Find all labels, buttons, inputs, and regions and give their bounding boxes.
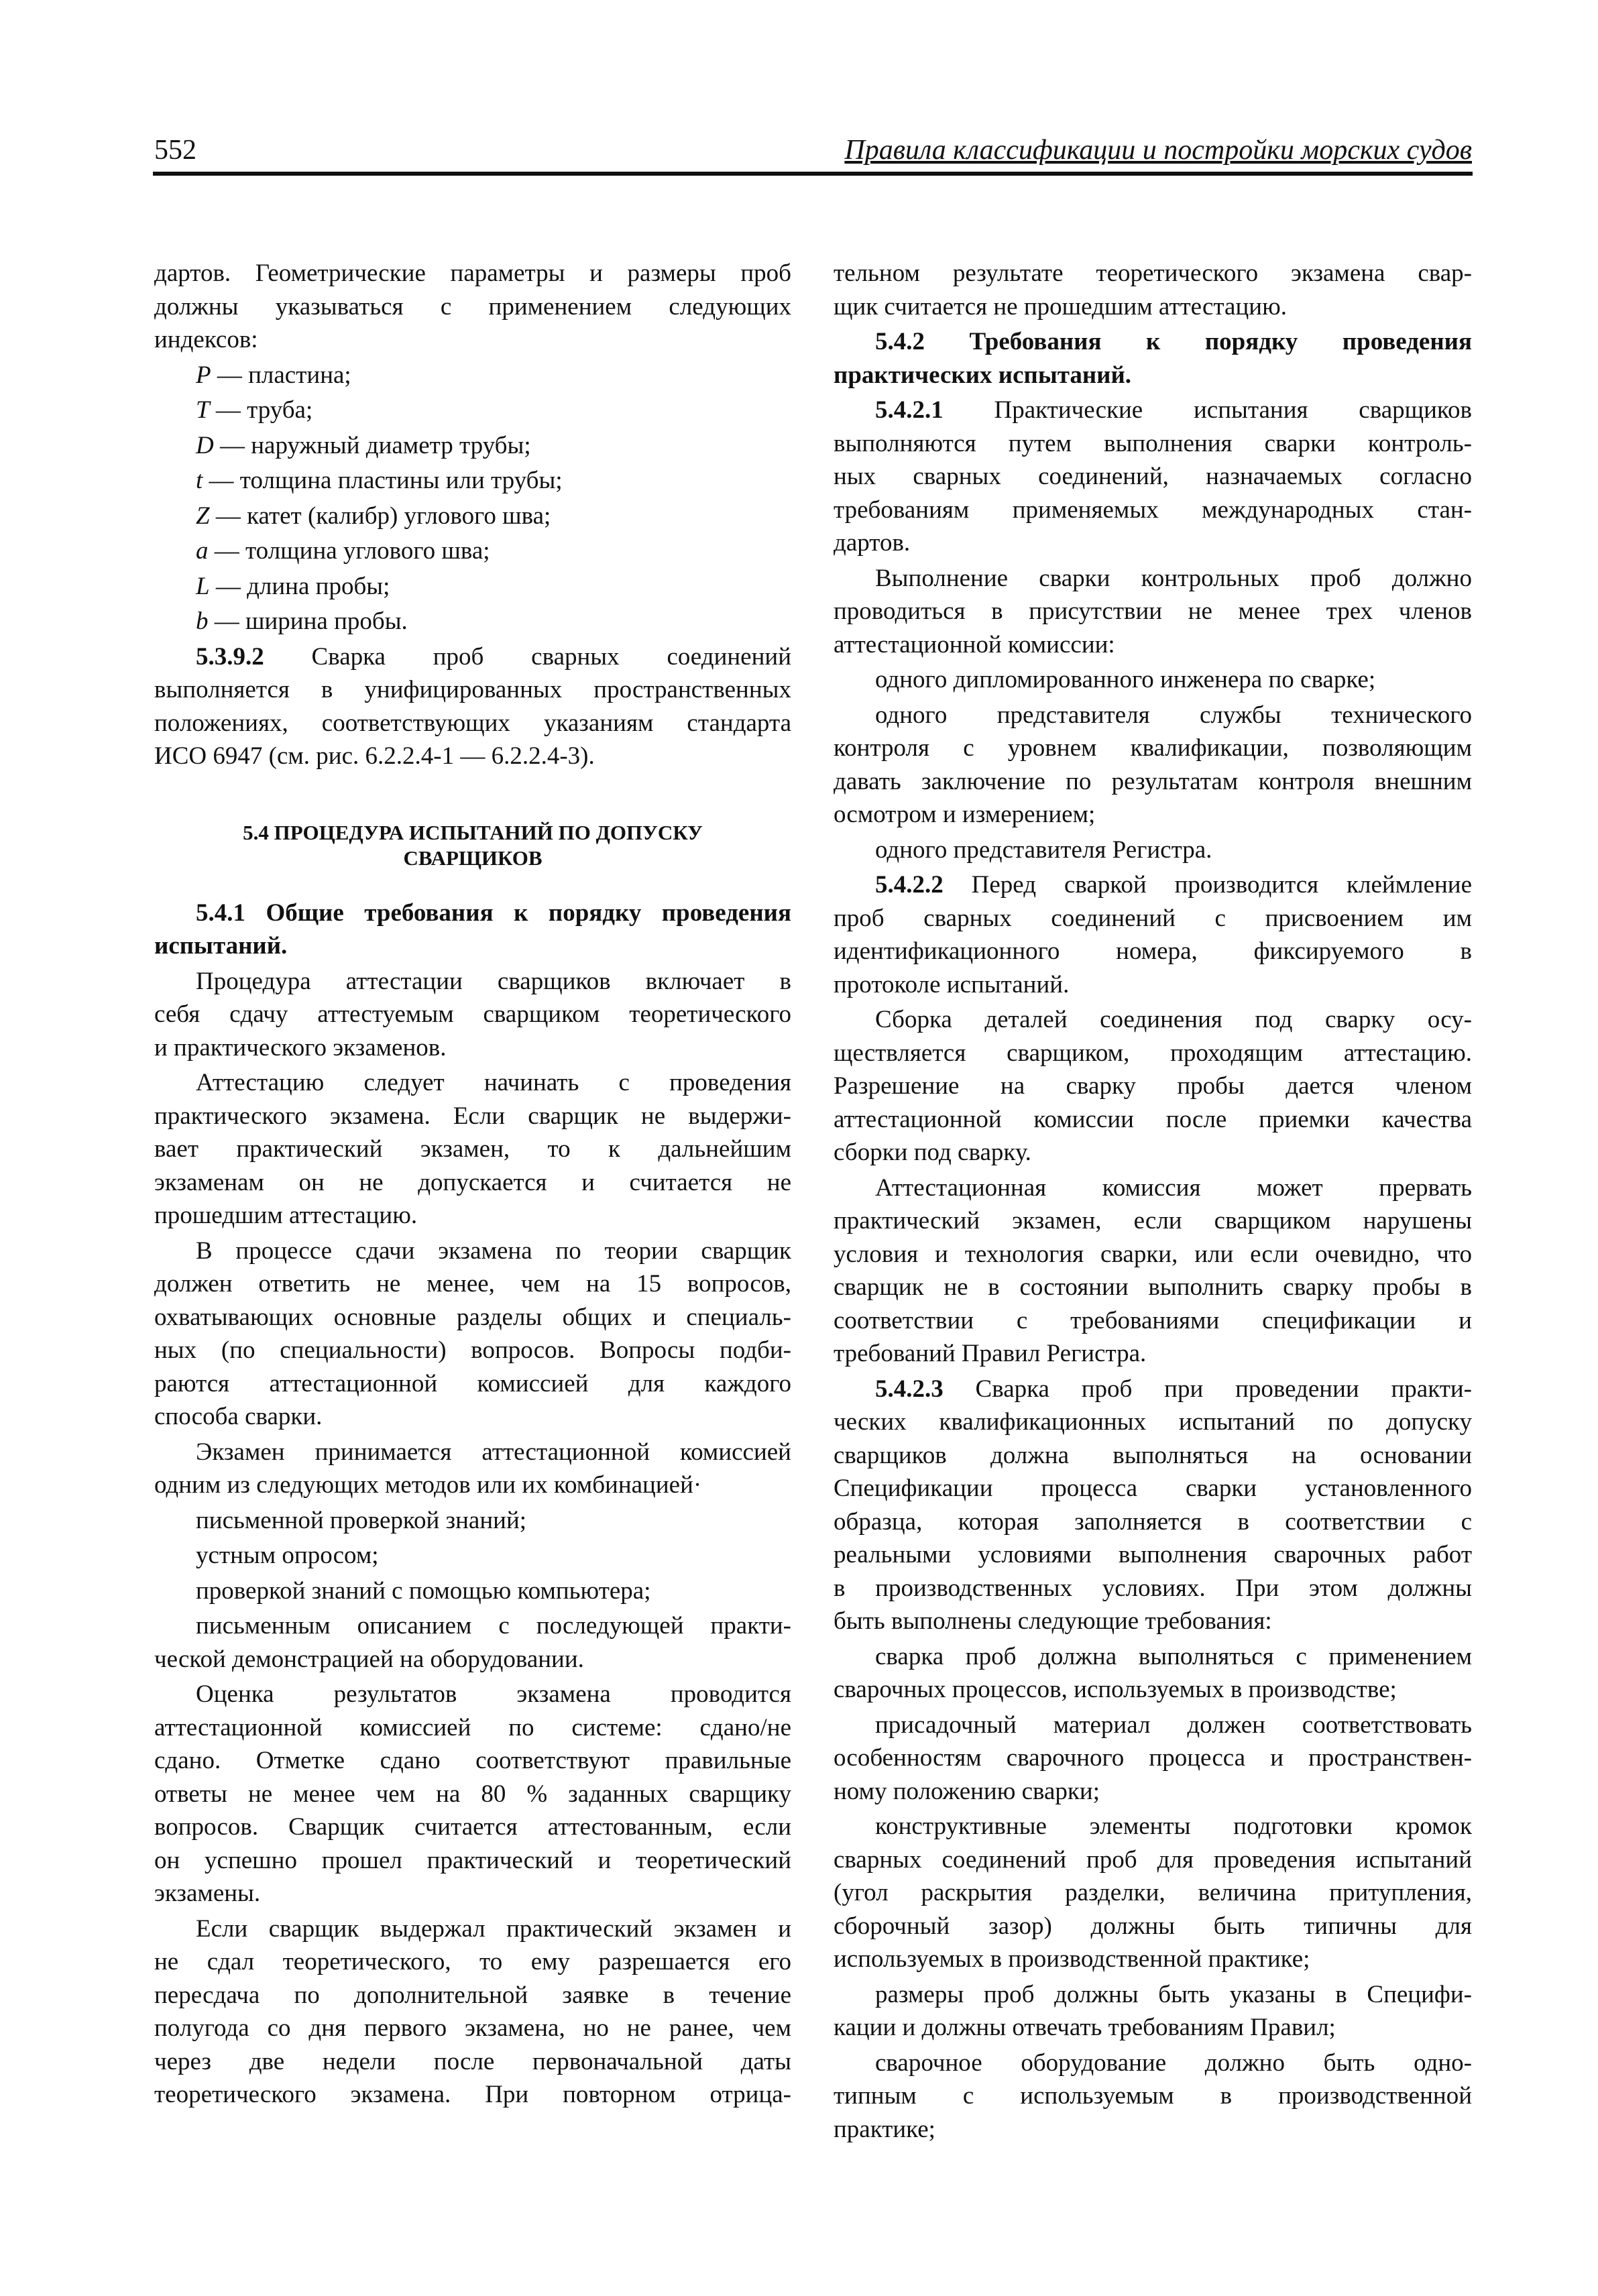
subsection-heading xyxy=(154,897,791,963)
index-item xyxy=(154,464,791,498)
paragraph xyxy=(154,1678,791,1910)
paragraph xyxy=(154,257,791,357)
text-line: практике; xyxy=(834,2115,935,2143)
paragraph xyxy=(834,663,1472,697)
paragraph xyxy=(834,1810,1472,1976)
index-line xyxy=(154,394,791,427)
text-line: типным с используемым в производственной xyxy=(834,2082,1472,2110)
clause-number: 5.4.2.2 xyxy=(875,871,944,899)
text-line: используемых в производственной практике; xyxy=(834,1945,1310,1973)
paragraph xyxy=(834,257,1472,323)
text-line: одного представителя службы технического xyxy=(875,701,1472,729)
text-line: Процедура аттестации сварщиков включает в xyxy=(196,967,791,995)
text-line: одного дипломированного инженера по сварке; xyxy=(875,666,1376,693)
text-line: сдано. Отметке сдано соответствуют правильные xyxy=(154,1747,791,1774)
index-symbol: T xyxy=(196,396,210,424)
text-line: сварочных процессов, используемых в производстве; xyxy=(834,1676,1397,1703)
index-item xyxy=(154,429,791,463)
text-line: сборочный зазор) должны быть типичны для xyxy=(834,1912,1472,1940)
page-number: 552 xyxy=(154,135,196,166)
index-line xyxy=(154,570,791,604)
text-line: должен ответить не менее, чем на 15 вопросов, xyxy=(154,1270,791,1298)
index-line xyxy=(154,605,791,638)
text-line: требований Правил Регистра. xyxy=(834,1340,1147,1367)
paragraph xyxy=(834,394,1472,560)
text-line: дартов. Геометрические параметры и размеры проб xyxy=(154,260,791,287)
paragraph xyxy=(834,1373,1472,1638)
text-line: кации и должны отвечать требованиям Правил; xyxy=(834,2014,1336,2041)
text-line: устным опросом; xyxy=(196,1542,379,1569)
running-title: Правила классификации и постройки морских судов xyxy=(844,135,1472,166)
text-line: сварка проб должна выполняться с применением xyxy=(875,1642,1472,1670)
text-line: сварщик не в состоянии выполнить сварку пробы в xyxy=(834,1273,1472,1301)
line-text: Перед сваркой производится клеймление xyxy=(971,871,1473,899)
text-line: Разрешение на сварку пробы дается членом xyxy=(834,1072,1472,1100)
text-line: практический экзамен, если сварщиком нарушены xyxy=(834,1207,1472,1235)
paragraph xyxy=(154,1066,791,1232)
text-line: контроля с уровнем квалификации, позволяющим xyxy=(834,734,1472,762)
text-line: раются аттестационной комиссией для каждого xyxy=(154,1369,791,1397)
paragraph xyxy=(834,1978,1472,2045)
index-item xyxy=(154,605,791,638)
text-line: письменной проверкой знаний; xyxy=(196,1506,527,1534)
text-line: аттестационной комиссии после приемки качества xyxy=(834,1105,1472,1133)
text-line: Оценка результатов экзамена проводится xyxy=(196,1680,791,1708)
subsection-heading xyxy=(834,325,1472,392)
text-line: сварных соединений проб для проведения испытаний xyxy=(834,1845,1472,1874)
paragraph xyxy=(834,1709,1472,1809)
text-line: сварщиков должна выполняться на основании xyxy=(834,1441,1472,1469)
text-line: сборки под сварку. xyxy=(834,1139,1031,1166)
text-line: не сдал теоретического, то ему разрешается его xyxy=(154,1948,791,1975)
paragraph xyxy=(154,1235,791,1434)
index-description: — пластина; xyxy=(211,361,351,389)
text-line: охватывающих основные разделы общих и специаль- xyxy=(154,1303,791,1331)
text-line xyxy=(834,868,1472,902)
text-line: практических испытаний. xyxy=(834,361,1132,389)
text-line: практического экзамена. Если сварщик не выдержи- xyxy=(154,1102,791,1130)
index-description: — толщина пластины или трубы; xyxy=(203,467,563,494)
text-line: ответы не менее чем на 80 % заданных сварщику xyxy=(154,1780,791,1808)
text-line: ному положению сварки; xyxy=(834,1777,1100,1805)
paragraph xyxy=(154,640,791,773)
text-line: щик считается не прошедшим аттестацию. xyxy=(834,292,1287,321)
paragraph xyxy=(834,2047,1472,2146)
text-line: через две недели после первоначальной даты xyxy=(154,2047,791,2075)
index-description: — труба; xyxy=(209,396,313,424)
text-line: давать заключение по результатам контроля внешним xyxy=(834,767,1472,795)
text-line: прошедшим аттестацию. xyxy=(154,1202,418,1229)
text-line: аттестационной комиссией по системе: сдано/не xyxy=(154,1713,791,1741)
text-line: ческой демонстрацией на оборудовании. xyxy=(154,1645,584,1673)
text-line: образца, которая заполняется в соответствии с xyxy=(834,1507,1472,1536)
text-line xyxy=(834,1373,1472,1406)
text-line: присадочный материал должен соответствовать xyxy=(875,1711,1472,1739)
text-line: и практического экзаменов. xyxy=(154,1033,447,1061)
index-item xyxy=(154,394,791,427)
text-line: сварочное оборудование должно быть одно- xyxy=(875,2049,1472,2077)
line-text: Сварка проб при проведении практи- xyxy=(975,1375,1473,1403)
text-line: способа сварки. xyxy=(154,1403,323,1430)
paragraph xyxy=(154,1609,791,1676)
text-line: ных сварных соединений, назначаемых согласно xyxy=(834,463,1472,490)
text-line: вопросов. Сварщик считается аттестованным, если xyxy=(154,1813,791,1841)
text-line: ществляется сварщиком, проходящим аттестацию. xyxy=(834,1039,1472,1067)
text-line: проводиться в присутствии не менее трех членов xyxy=(834,597,1472,625)
text-line: проверкой знаний с помощью компьютера; xyxy=(196,1576,651,1605)
text-line: экзамены. xyxy=(154,1880,261,1907)
line-text: Сварка проб сварных соединений xyxy=(311,642,791,671)
heading-line: 5.4 ПРОЦЕДУРА ИСПЫТАНИЙ ПО ДОПУСКУ xyxy=(243,820,703,844)
index-symbol: P xyxy=(196,361,211,389)
index-symbol: L xyxy=(196,572,210,600)
text-line: Аттестационная комиссия может прервать xyxy=(875,1173,1472,1202)
paragraph xyxy=(154,1504,791,1538)
paragraph xyxy=(834,834,1472,867)
index-line xyxy=(154,464,791,498)
text-line: положениях, соответствующих указаниям стандарта xyxy=(154,709,791,737)
paragraph xyxy=(154,1912,791,2112)
text-line: в производственных условиях. При этом должны xyxy=(834,1574,1472,1602)
text-line: (угол раскрытия разделки, величина притупления, xyxy=(834,1879,1472,1906)
index-line xyxy=(154,534,791,568)
index-item xyxy=(154,534,791,568)
text-line: осмотром и измерением; xyxy=(834,801,1096,828)
paragraph xyxy=(154,965,791,1065)
paragraph xyxy=(834,562,1472,662)
text-line: ческих квалификационных испытаний по допуску xyxy=(834,1408,1472,1436)
text-line: пересдача по дополнительной заявке в течение xyxy=(154,1981,791,2009)
text-line: Если сварщик выдержал практический экзамен и xyxy=(196,1914,791,1943)
index-symbol: b xyxy=(196,608,209,635)
text-line: Спецификации процесса сварки установленного xyxy=(834,1475,1472,1502)
text-line: ных (по специальности) вопросов. Вопросы подби- xyxy=(154,1336,791,1364)
text-line: идентификационного номера, фиксируемого в xyxy=(834,937,1472,965)
text-line: должны указываться с применением следующих xyxy=(154,292,791,321)
text-line: испытаний. xyxy=(154,932,288,960)
left-column xyxy=(154,255,791,2112)
text-line: себя сдачу аттестуемым сварщиком теоретического xyxy=(154,1000,791,1028)
index-symbol: t xyxy=(196,467,203,494)
text-line: Аттестацию следует начинать с проведения xyxy=(196,1069,791,1096)
paragraph xyxy=(834,699,1472,831)
index-line xyxy=(154,359,791,392)
paragraph xyxy=(154,1436,791,1502)
text-line: условия и технология сварки, или если очевидно, что xyxy=(834,1240,1472,1268)
index-description: — наружный диаметр трубы; xyxy=(213,431,531,459)
text-line: Сборка деталей соединения под сварку осу- xyxy=(875,1006,1472,1033)
line-text: Практические испытания сварщиков xyxy=(994,396,1472,424)
text-line: размеры проб должны быть указаны в Специфи- xyxy=(875,1980,1472,2008)
text-line: аттестационной комиссии: xyxy=(834,630,1115,658)
index-line xyxy=(154,429,791,463)
text-line: одним из следующих методов или их комбинацией· xyxy=(154,1471,702,1499)
text-line xyxy=(834,394,1472,427)
header-rule xyxy=(153,172,1473,176)
index-description: — ширина пробы. xyxy=(208,608,408,635)
paragraph xyxy=(834,1003,1472,1169)
clause-number: 5.4.2.3 xyxy=(875,1375,944,1403)
text-line: полугода со дня первого экзамена, но не ранее, чем xyxy=(154,2014,791,2042)
section-heading xyxy=(154,820,791,871)
text-line: тельном результате теоретического экзамена свар- xyxy=(834,260,1472,287)
paragraph xyxy=(834,868,1472,1001)
text-line: соответствии с требованиями спецификации и xyxy=(834,1306,1472,1334)
text-line: одного представителя Регистра. xyxy=(875,836,1212,864)
heading-line: СВАРЩИКОВ xyxy=(403,846,543,870)
text-line: он успешно прошел практический и теоретический xyxy=(154,1846,791,1874)
index-item xyxy=(154,570,791,604)
index-description: — катет (калибр) углового шва; xyxy=(209,502,551,530)
text-line: 5.4.2 Требования к порядку проведения xyxy=(875,328,1472,355)
text-line: 5.4.1 Общие требования к порядку проведения xyxy=(196,899,791,927)
text-line: экзаменам он не допускается и считается не xyxy=(154,1168,791,1196)
index-symbol: D xyxy=(196,431,214,459)
text-line: письменным описанием с последующей практи- xyxy=(196,1612,791,1640)
text-line: В процессе сдачи экзамена по теории сварщик xyxy=(196,1237,791,1265)
index-item xyxy=(154,500,791,533)
right-column xyxy=(834,255,1472,2146)
index-line xyxy=(154,500,791,533)
text-line: теоретического экзамена. При повторном отрица- xyxy=(154,2081,791,2108)
clause-number: 5.4.2.1 xyxy=(875,396,944,424)
text-line: дартов. xyxy=(834,529,911,557)
text-line: Экзамен принимается аттестационной комиссией xyxy=(196,1438,791,1466)
text-line: реальными условиями выполнения сварочных работ xyxy=(834,1541,1472,1568)
index-symbol: Z xyxy=(196,502,210,530)
clause-number: 5.3.9.2 xyxy=(196,642,264,671)
paragraph xyxy=(834,1640,1472,1707)
index-symbol: a xyxy=(196,537,209,565)
paragraph xyxy=(834,1171,1472,1371)
index-item xyxy=(154,359,791,392)
text-line: Выполнение сварки контрольных проб должно xyxy=(875,564,1472,592)
text-line: индексов: xyxy=(154,326,258,353)
text-line: выполняется в унифицированных пространственных xyxy=(154,676,791,703)
paragraph xyxy=(154,1574,791,1608)
text-line: конструктивные элементы подготовки кромок xyxy=(875,1813,1472,1840)
text-line: ИСО 6947 (см. рис. 6.2.2.4-1 — 6.2.2.4-3). xyxy=(154,742,595,770)
text-line: выполняются путем выполнения сварки контроль- xyxy=(834,429,1472,457)
text-line: особенностям сварочного процесса и пространствен- xyxy=(834,1744,1472,1772)
text-line: проб сварных соединений с присвоением им xyxy=(834,904,1472,932)
text-line xyxy=(154,640,791,674)
text-line: протоколе испытаний. xyxy=(834,970,1070,998)
index-description: — толщина углового шва; xyxy=(208,537,490,565)
text-line: быть выполнены следующие требования: xyxy=(834,1607,1272,1635)
paragraph xyxy=(154,1539,791,1572)
index-description: — длина пробы; xyxy=(209,572,390,600)
text-line: вает практический экзамен, то к дальнейшим xyxy=(154,1135,791,1163)
text-line: требованиям применяемых международных стан- xyxy=(834,496,1472,524)
